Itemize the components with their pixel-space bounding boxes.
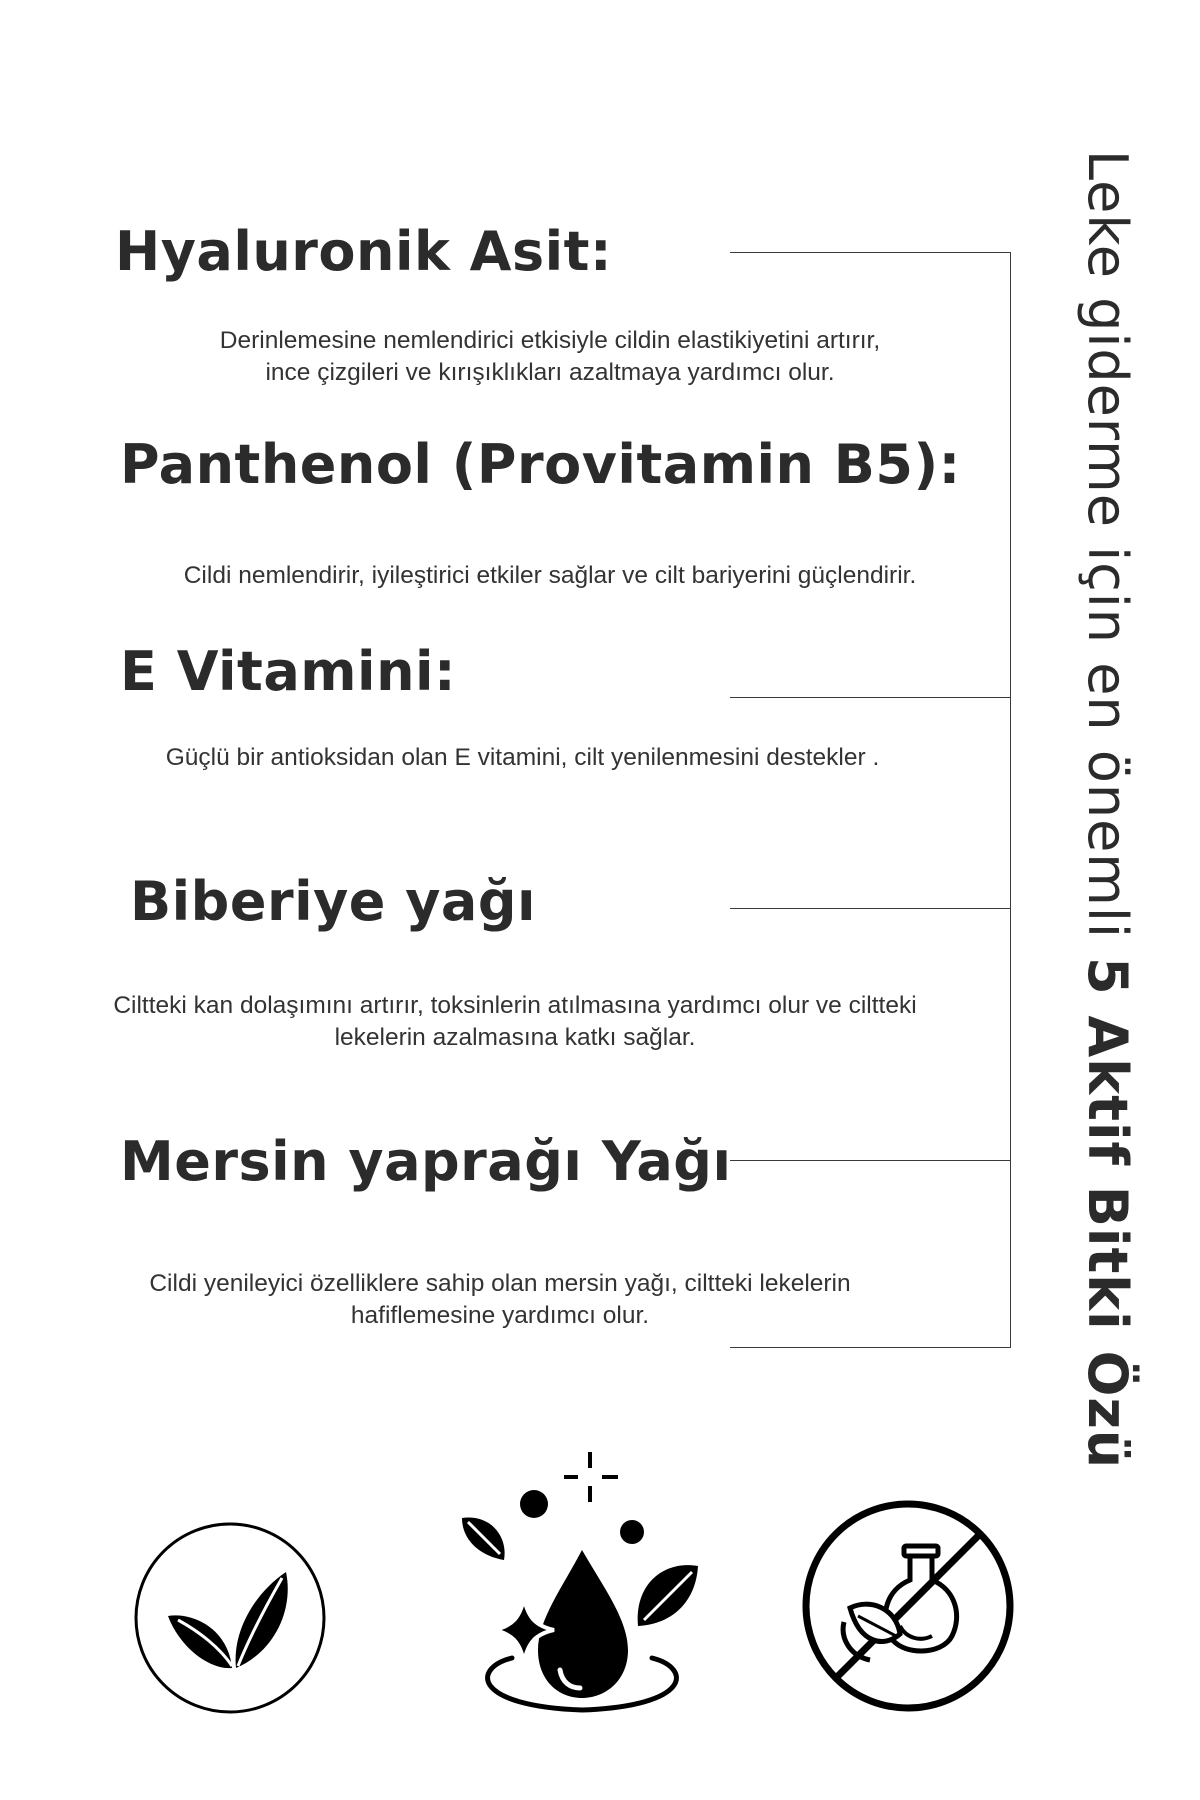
side-title — [1076, 150, 1139, 1470]
ingredient-title-panthenol: Panthenol (Provitamin B5): — [120, 433, 961, 496]
no-oil-flask-icon — [800, 1498, 1016, 1714]
desc-line: Güçlü bir antioksidan olan E vitamini, cilt yenilenmesini destekler . — [165, 744, 880, 771]
ingredient-desc-panthenol — [100, 560, 1000, 592]
side-title-light: Leke giderme için en önemli — [1076, 150, 1139, 958]
ingredient-title-hyaluronik: Hyaluronik Asit: — [115, 220, 613, 283]
desc-line: Cildi nemlendirir, iyileştirici etkiler sağlar ve cilt bariyerini güçlendirir. — [183, 562, 917, 589]
ingredient-desc-biberiye — [60, 990, 970, 1054]
side-title-bold: 5 Aktif Bitki Özü — [1076, 957, 1139, 1470]
desc-line: lekelerin azalmasına katkı sağlar. — [334, 1024, 696, 1051]
ingredient-desc-evitamini — [90, 742, 955, 774]
desc-line: ince çizgileri ve kırışıklıkları azaltmaya yardımcı olur. — [265, 359, 835, 386]
connector-line — [730, 252, 1010, 253]
desc-line: hafiflemesine yardımcı olur. — [350, 1302, 650, 1329]
desc-line: Cildi yenileyici özelliklere sahip olan mersin yağı, ciltteki lekelerin — [149, 1270, 851, 1297]
connector-line — [730, 1347, 1010, 1348]
water-drop-sparkle-icon — [452, 1448, 712, 1730]
ingredient-desc-hyaluronik — [150, 325, 950, 389]
desc-line: Derinlemesine nemlendirici etkisiyle cildin elastikiyetini artırır, — [219, 327, 881, 354]
leaves-circle-icon — [132, 1520, 328, 1716]
bracket-line — [1010, 252, 1011, 1348]
ingredient-desc-mersin — [100, 1268, 900, 1332]
connector-line — [730, 697, 1010, 698]
connector-line — [730, 1160, 1010, 1161]
ingredient-title-biberiye: Biberiye yağı — [130, 870, 537, 933]
desc-line: Ciltteki kan dolaşımını artırır, toksinlerin atılmasına yardımcı olur ve ciltteki — [113, 992, 917, 1019]
ingredient-title-evitamini: E Vitamini: — [120, 640, 457, 703]
ingredient-title-mersin: Mersin yaprağı Yağı — [120, 1130, 732, 1193]
connector-line — [730, 908, 1010, 909]
